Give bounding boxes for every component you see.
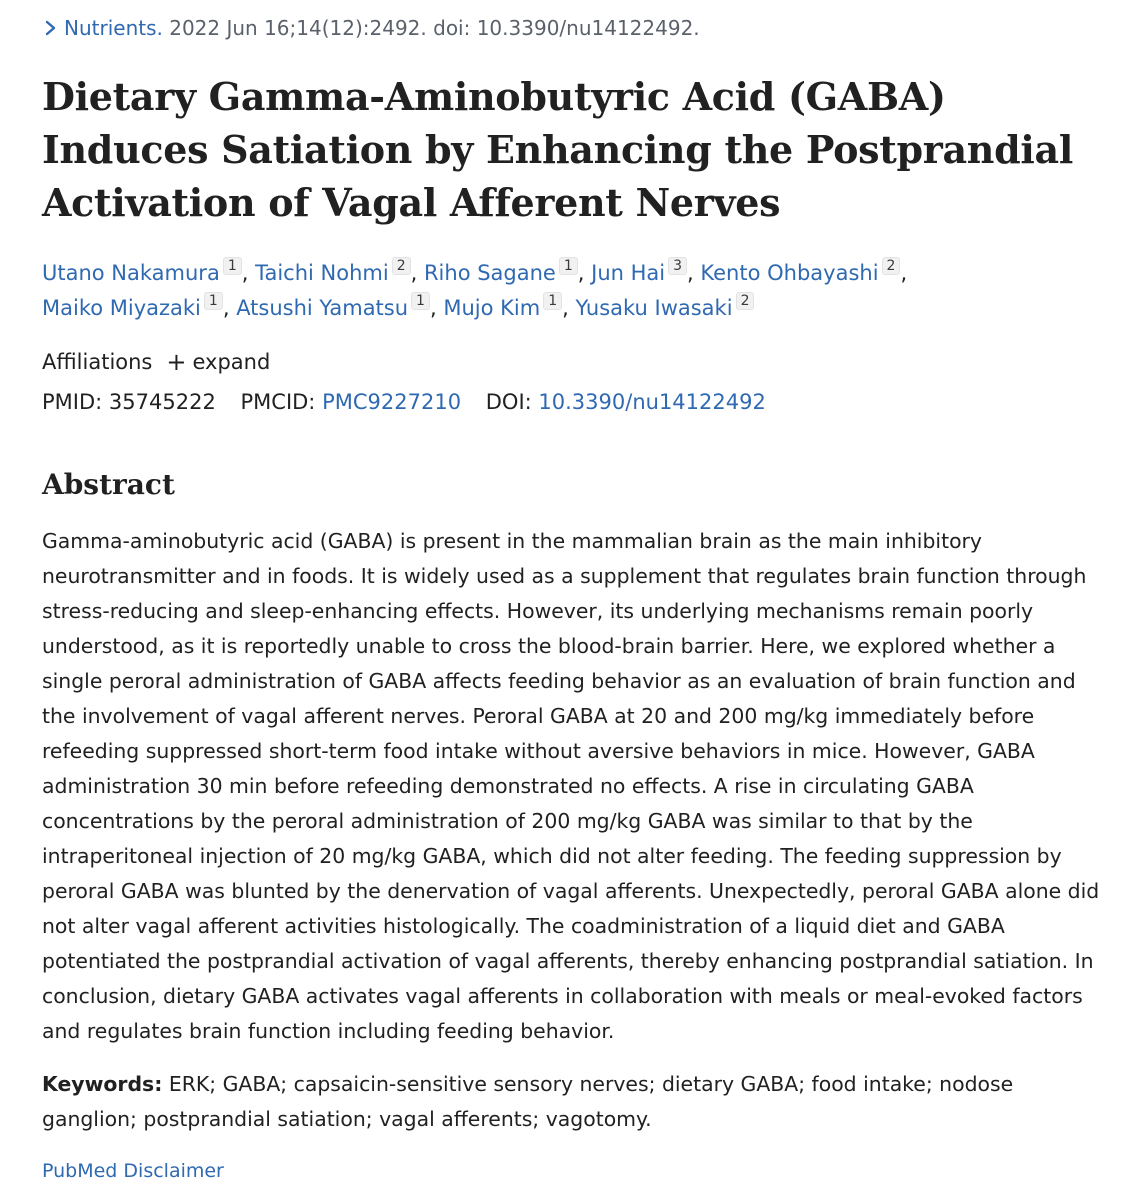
author-link[interactable]: Maiko Miyazaki	[42, 296, 201, 320]
keywords-label: Keywords:	[42, 1072, 163, 1096]
author-link[interactable]: Mujo Kim	[443, 296, 541, 320]
affiliation-ref[interactable]: 2	[882, 257, 901, 275]
pmcid-link[interactable]: PMC9227210	[322, 390, 462, 414]
pmcid-label: PMCID:	[240, 390, 316, 414]
author-link[interactable]: Riho Sagane	[423, 261, 556, 285]
author-link[interactable]: Kento Ohbayashi	[700, 261, 879, 285]
author-link[interactable]: Taichi Nohmi	[255, 261, 389, 285]
journal-link[interactable]: Nutrients.	[64, 16, 163, 40]
affiliation-ref[interactable]: 1	[543, 292, 562, 310]
pmid-value: 35745222	[108, 390, 216, 414]
affiliation-ref[interactable]: 1	[223, 257, 242, 275]
affiliation-ref[interactable]: 1	[411, 292, 430, 310]
plus-icon[interactable]: +	[166, 348, 187, 376]
affiliations-row	[42, 346, 270, 378]
author-link[interactable]: Yusaku Iwasaki	[575, 296, 733, 320]
author-link[interactable]: Utano Nakamura	[42, 261, 220, 285]
abstract-heading: Abstract	[42, 468, 175, 501]
author-link[interactable]: Jun Hai	[591, 261, 666, 285]
doi-link[interactable]: 10.3390/nu14122492	[538, 390, 766, 414]
citation-line	[42, 14, 700, 42]
doi-label: DOI:	[485, 390, 532, 414]
pubmed-disclaimer-link[interactable]: PubMed Disclaimer	[42, 1160, 224, 1182]
affiliation-ref[interactable]: 2	[736, 292, 755, 310]
author-link[interactable]: Atsushi Yamatsu	[236, 296, 409, 320]
affiliation-ref[interactable]: 1	[559, 257, 578, 275]
citation-details: 2022 Jun 16;14(12):2492. doi: 10.3390/nu14122492.	[162, 16, 700, 40]
affiliations-label: Affiliations	[42, 350, 153, 374]
expand-toggle[interactable]: expand	[192, 350, 271, 374]
pmid-label: PMID:	[42, 390, 103, 414]
article-title: Dietary Gamma-Aminobutyric Acid (GABA) Induces Satiation by Enhancing the Postprandial Activation of Vagal Afferent Nerves	[42, 74, 1073, 225]
affiliation-ref[interactable]: 2	[392, 257, 411, 275]
keywords-list: ERK; GABA; capsaicin-sensitive sensory nerves; dietary GABA; food intake; nodose ganglion; postprandial satiation; vagal afferents; vagotomy.	[42, 1072, 1014, 1131]
chevron-right-icon[interactable]	[42, 19, 60, 37]
identifiers-row	[42, 386, 766, 418]
affiliation-ref[interactable]: 3	[668, 257, 687, 275]
affiliation-ref[interactable]: 1	[204, 292, 223, 310]
keywords	[42, 1067, 1042, 1137]
abstract-text: Gamma-aminobutyric acid (GABA) is present in the mammalian brain as the main inhibitory neurotransmitter and in foods. It is widely used as a supplement that regulates brain function through stress-reducing and sleep-enhancing effects. However, its underlying mechanisms remain poorly understood, as it is reportedly unable to cross the blood-brain barrier. Here, we explored whether a single peroral administration of GABA affects feeding behavior as an evaluation of brain function and the involvement of vagal afferent nerves. Peroral GABA at 20 and 200 mg/kg immediately before refeeding suppressed short-term food intake without aversive behaviors in mice. However, GABA administration 30 min before refeeding demonstrated no effects. A rise in circulating GABA concentrations by the peroral administration of 200 mg/kg GABA was similar to that by the intraperitoneal injection of 20 mg/kg GABA, which did not alter feeding. The feeding suppression by peroral GABA was blunted by the denervation of vagal afferents. Unexpectedly, peroral GABA alone did not alter vagal afferent activities histologically. The coadministration of a liquid diet and GABA potentiated the postprandial activation of vagal afferents, thereby enhancing postprandial satiation. In conclusion, dietary GABA activates vagal afferents in collaboration with meals or meal-evoked factors and regulates brain function including feeding behavior.	[42, 529, 1100, 1043]
author-list: Utano Nakamura $^1$ , Taichi Nohmi $^2$ , Riho Sagane $^1$ , Jun Hai $^3$ , Kento Ohbayashi $^2$ , Maiko Miyazaki $^1$ , Atsushi Yamatsu $^1$ , Mujo Kim $^1$ , Yusaku Iwasaki $^2$	[42, 258, 908, 320]
